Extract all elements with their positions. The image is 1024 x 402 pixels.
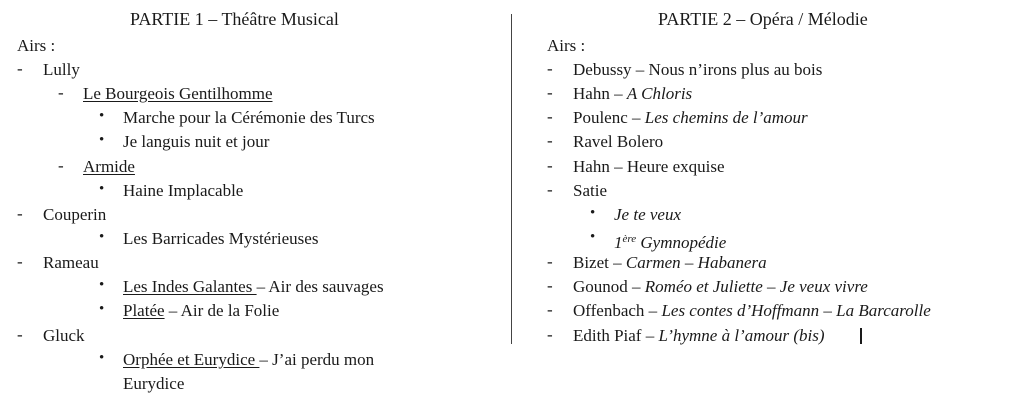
dash-marker: -	[17, 325, 23, 344]
gymnopedie-number: 1	[614, 233, 623, 252]
dash-marker: -	[547, 131, 553, 150]
air-indes-galantes	[123, 276, 384, 298]
item-hahn-heure-exquise: Hahn – Heure exquise	[573, 157, 725, 176]
dash-marker: -	[547, 59, 553, 78]
work-bourgeois-gentilhomme: Le Bourgeois Gentilhomme	[83, 84, 273, 103]
air-je-languis: Je languis nuit et jour	[123, 132, 270, 151]
work-platee: Platée	[123, 301, 165, 320]
bullet-marker: •	[99, 229, 105, 245]
air-barricades: Les Barricades Mystérieuses	[123, 229, 319, 248]
title-contes-hoffmann: Les contes d’Hoffmann – La Barcarolle	[661, 301, 931, 320]
bullet-marker: •	[99, 132, 105, 148]
title-hymne-amour: L’hymne à l’amour (bis)	[658, 326, 825, 345]
item-piaf	[573, 325, 825, 347]
composer-bizet: Bizet –	[573, 253, 626, 272]
dash-marker: -	[17, 59, 23, 78]
dash-marker: -	[58, 156, 64, 175]
air-jai-perdu: – J’ai perdu mon	[259, 350, 375, 369]
bullet-marker: •	[590, 205, 596, 221]
item-ravel-bolero: Ravel Bolero	[573, 132, 664, 151]
dash-marker: -	[547, 300, 553, 319]
composer-couperin: Couperin	[43, 205, 107, 224]
bullet-marker: •	[99, 301, 105, 317]
composer-rameau: Rameau	[43, 253, 99, 272]
dash-marker: -	[58, 83, 64, 102]
air-platee	[123, 300, 279, 322]
gymnopedie-ordinal: ère	[622, 233, 637, 245]
dash-marker: -	[547, 83, 553, 102]
composer-lully: Lully	[43, 60, 80, 79]
dash-marker: -	[547, 156, 553, 175]
gymnopedie-name: Gymnopédie	[636, 233, 727, 252]
bullet-marker: •	[590, 229, 596, 245]
item-poulenc	[573, 107, 808, 129]
item-offenbach	[573, 300, 931, 322]
air-des-sauvages: – Air des sauvages	[256, 277, 384, 296]
air-orphee-continued: Eurydice	[123, 374, 185, 393]
composer-satie: Satie	[573, 181, 607, 200]
dash-marker: -	[547, 107, 553, 126]
composer-offenbach: Offenbach –	[573, 301, 662, 320]
title-gymnopedie	[614, 228, 726, 254]
item-gounod	[573, 276, 868, 298]
composer-gounod: Gounod –	[573, 277, 645, 296]
title-je-te-veux: Je te veux	[614, 205, 681, 224]
composer-piaf: Edith Piaf –	[573, 326, 659, 345]
bullet-marker: •	[99, 108, 105, 124]
bullet-marker: •	[99, 350, 105, 366]
bullet-marker: •	[99, 181, 105, 197]
air-orphee	[123, 349, 374, 371]
dash-marker: -	[547, 325, 553, 344]
air-haine-implacable: Haine Implacable	[123, 181, 244, 200]
dash-marker: -	[547, 252, 553, 271]
work-indes-galantes: Les Indes Galantes	[123, 277, 257, 296]
composer-poulenc: Poulenc –	[573, 108, 645, 127]
bullet-marker: •	[99, 277, 105, 293]
title-a-chloris: A Chloris	[626, 84, 693, 103]
work-orphee-et-eurydice: Orphée et Eurydice	[123, 350, 260, 369]
item-debussy: Debussy – Nous n’irons plus au bois	[573, 60, 823, 79]
dash-marker: -	[17, 204, 23, 223]
dash-marker: -	[547, 276, 553, 295]
work-armide: Armide	[83, 157, 135, 176]
airs-label-left: Airs :	[17, 36, 56, 55]
title-romeo-juliette: Roméo et Juliette – Je veux vivre	[644, 277, 868, 296]
item-bizet	[573, 252, 767, 274]
title-chemins-amour: Les chemins de l’amour	[644, 108, 808, 127]
composer-gluck: Gluck	[43, 326, 85, 345]
airs-label-right: Airs :	[547, 36, 586, 55]
partie-1-title: PARTIE 1 – Théâtre Musical	[130, 9, 339, 29]
item-hahn-chloris	[573, 83, 692, 105]
composer-hahn: Hahn –	[573, 84, 627, 103]
title-carmen: Carmen – Habanera	[625, 253, 767, 272]
air-de-la-folie: – Air de la Folie	[164, 301, 280, 320]
text-cursor	[860, 328, 862, 344]
partie-2-title: PARTIE 2 – Opéra / Mélodie	[658, 9, 868, 29]
dash-marker: -	[17, 252, 23, 271]
dash-marker: -	[547, 180, 553, 199]
air-marche: Marche pour la Cérémonie des Turcs	[123, 108, 375, 127]
column-divider	[511, 14, 512, 344]
